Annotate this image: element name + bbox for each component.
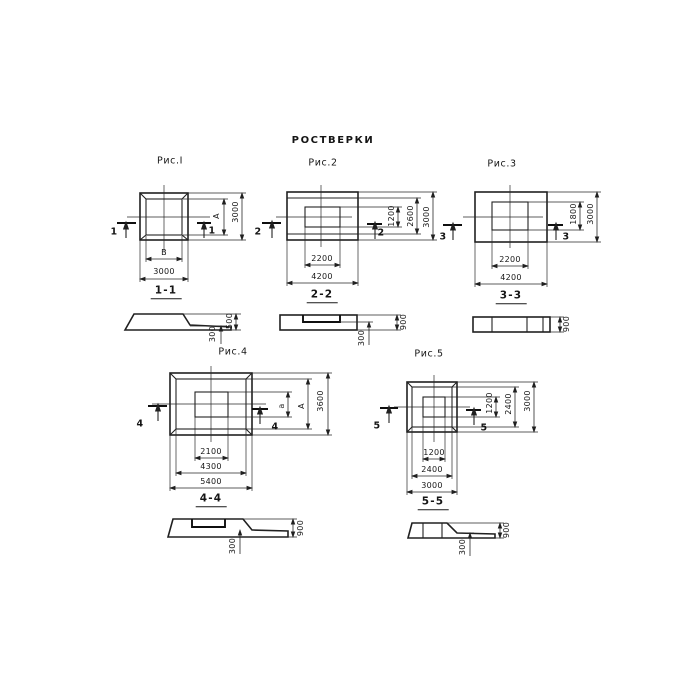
fig1-cut-mark-left: 1 [110,226,118,238]
section-4-4-total-height: 900 [296,519,305,537]
fig2-dim-width-outer: 4200 [311,272,333,281]
section-4-4-title: 4-4 [196,493,227,507]
fig1-dim-width-outer: 3000 [153,267,175,276]
section-2-2-total-height: 900 [399,313,408,331]
fig3-dim-width-outer: 4200 [500,273,522,282]
fig5-dim-height-mid: 2400 [504,393,513,415]
section-5-5-total-height: 900 [502,521,511,539]
fig2-cut-mark-right: 2 [377,227,385,239]
fig3-dim-height-inner: 1800 [569,203,578,225]
fig3-dim-height-outer: 3000 [586,203,595,225]
fig4-dim-width-inner: 2100 [200,447,222,456]
fig5-label: Рис.5 [414,348,444,360]
fig4-dim-width-mid: 4300 [200,462,222,471]
section-3-3-title: 3-3 [496,290,527,304]
section-1-1-total-height: 500 [225,312,234,330]
section-5-5-title: 5-5 [418,496,449,510]
section-1-1-linework [125,314,241,344]
fig3-label: Рис.3 [487,158,517,170]
fig5-dim-width-outer: 3000 [421,481,443,490]
fig2-label: Рис.2 [308,157,338,169]
section-3-3-total-height: 900 [562,315,571,333]
fig2-dim-height-inner: 1200 [387,205,396,227]
fig1-dim-height-inner: А [212,213,221,219]
fig5-dim-width-mid: 2400 [421,465,443,474]
section-3-3-linework [473,317,564,332]
fig2-dim-height-outer: 3000 [422,206,431,228]
fig4-dim-height-inner: а [277,403,286,409]
fig2-cut-mark-left: 2 [254,226,262,238]
fig3-plan-linework [443,185,601,287]
fig1-cut-mark-right: 1 [208,225,216,237]
fig4-plan-linework [148,366,332,491]
fig2-plan-linework [262,185,437,286]
sheet-title: РОСТВЕРКИ [291,135,375,146]
fig5-dim-height-inner: 1200 [485,392,494,414]
fig3-cut-mark-left: 3 [439,231,447,243]
section-2-2-slab-height: 300 [357,329,366,347]
fig1-dim-width-inner: В [161,248,167,257]
fig5-dim-width-inner: 1200 [423,448,445,457]
fig2-dim-height-mid: 2600 [406,205,415,227]
fig5-cut-mark-left: 5 [373,420,381,432]
fig5-plan-linework [380,375,538,495]
fig1-dim-height-outer: 3000 [231,201,240,223]
fig4-label: Рис.4 [218,346,248,358]
fig3-cut-mark-right: 3 [562,231,570,243]
section-5-5-linework [408,523,504,556]
fig4-cut-mark-left: 4 [136,418,144,430]
section-1-1-slab-height: 300 [208,325,217,343]
fig4-dim-height-mid: А [297,403,306,409]
fig4-dim-width-outer: 5400 [200,477,222,486]
fig1-label: Рис.I [157,155,183,167]
section-4-4-slab-height: 300 [228,537,237,555]
fig5-cut-mark-right: 5 [480,422,488,434]
section-2-2-linework [280,315,401,345]
fig2-dim-width-inner: 2200 [311,254,333,263]
fig1-plan-linework [117,185,246,282]
fig4-cut-mark-right: 4 [271,421,279,433]
section-1-1-title: 1-1 [151,285,182,299]
fig3-dim-width-inner: 2200 [499,255,521,264]
fig5-dim-height-outer: 3000 [523,390,532,412]
section-5-5-slab-height: 300 [458,538,467,556]
section-2-2-title: 2-2 [307,289,338,303]
fig4-dim-height-outer: 3600 [316,390,325,412]
